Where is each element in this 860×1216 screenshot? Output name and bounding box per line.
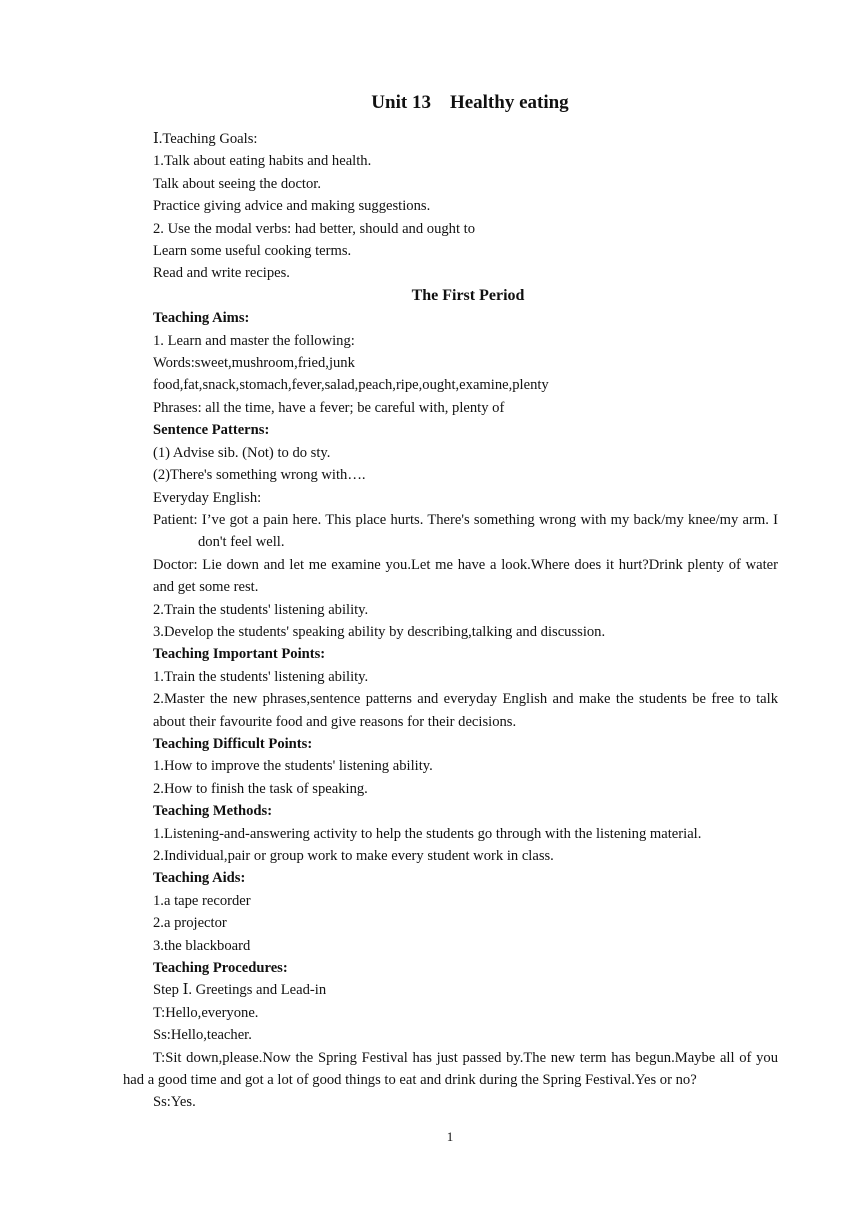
section-heading-teaching-goals: Ⅰ.Teaching Goals:	[153, 131, 258, 147]
dialogue-line: T:Hello,everyone.	[153, 1004, 259, 1021]
goal-line: Talk about seeing the doctor.	[153, 175, 321, 192]
goal-line: 1.Talk about eating habits and health.	[153, 153, 372, 170]
words-line: Words:sweet,mushroom,fried,junk	[153, 355, 355, 372]
period-heading: The First Period	[411, 286, 525, 304]
dialogue-line: Ss:Yes.	[153, 1094, 196, 1111]
dialogue-line: Ss:Hello,teacher.	[153, 1027, 252, 1044]
aid-line: 1.a tape recorder	[153, 892, 251, 909]
heading-teaching-methods: Teaching Methods:	[153, 803, 273, 820]
page-number: 1	[446, 1129, 454, 1144]
dialogue-line: T:Sit down,please.Now the Spring Festival has just passed by.The new term has begun.Maybe all of you had a good time and got a lot of good things to eat and drink during the Spring Festival.Yes or no?	[123, 1049, 778, 1089]
goal-line: Practice giving advice and making suggestions.	[153, 198, 431, 215]
pattern-line: (2)There's something wrong with….	[153, 467, 366, 484]
heading-teaching-aids: Teaching Aids:	[153, 870, 246, 887]
heading-teaching-procedures: Teaching Procedures:	[153, 960, 288, 977]
phrases-line: Phrases: all the time, have a fever; be careful with, plenty of	[153, 399, 505, 416]
goal-line: 2. Use the modal verbs: had better, should and ought to	[153, 220, 476, 237]
document-body	[123, 128, 778, 1114]
heading-teaching-aims: Teaching Aims:	[153, 310, 250, 327]
heading-difficult-points: Teaching Difficult Points:	[153, 735, 313, 752]
important-point-line: 1.Train the students' listening ability.	[153, 668, 369, 685]
aim-line: 1. Learn and master the following:	[153, 332, 355, 349]
aid-line: 3.the blackboard	[153, 937, 251, 954]
aim-line: 2.Train the students' listening ability.	[153, 601, 369, 618]
goal-line: Learn some useful cooking terms.	[153, 243, 352, 260]
difficult-point-line: 2.How to finish the task of speaking.	[153, 780, 368, 797]
pattern-line: (1) Advise sib. (Not) to do sty.	[153, 444, 331, 461]
heading-important-points: Teaching Important Points:	[153, 646, 326, 663]
words-line: food,fat,snack,stomach,fever,salad,peach,ripe,ought,examine,plenty	[153, 377, 549, 394]
document-title: Unit 13 Healthy eating	[371, 92, 569, 113]
patient-dialogue: Patient: I’ve got a pain here. This place hurts. There's something wrong with my back/my knee/my arm. I don't feel well.	[153, 511, 778, 551]
step-heading: Step Ⅰ. Greetings and Lead-in	[153, 982, 327, 999]
method-line: 1.Listening-and-answering activity to help the students go through with the listening material.	[153, 825, 702, 842]
doctor-dialogue: Doctor: Lie down and let me examine you.Let me have a look.Where does it hurt?Drink plenty of water and get some rest.	[153, 556, 778, 596]
everyday-english-label: Everyday English:	[153, 489, 262, 506]
aim-line: 3.Develop the students' speaking ability by describing,talking and discussion.	[153, 623, 606, 640]
method-line: 2.Individual,pair or group work to make every student work in class.	[153, 848, 554, 864]
goal-line: Read and write recipes.	[153, 265, 290, 282]
difficult-point-line: 1.How to improve the students' listening ability.	[153, 758, 433, 775]
important-point-line: 2.Master the new phrases,sentence patterns and everyday English and make the students be free to talk about their favourite food and give reasons for their decisions.	[153, 691, 778, 730]
heading-sentence-patterns: Sentence Patterns:	[153, 422, 270, 439]
aid-line: 2.a projector	[153, 915, 227, 932]
